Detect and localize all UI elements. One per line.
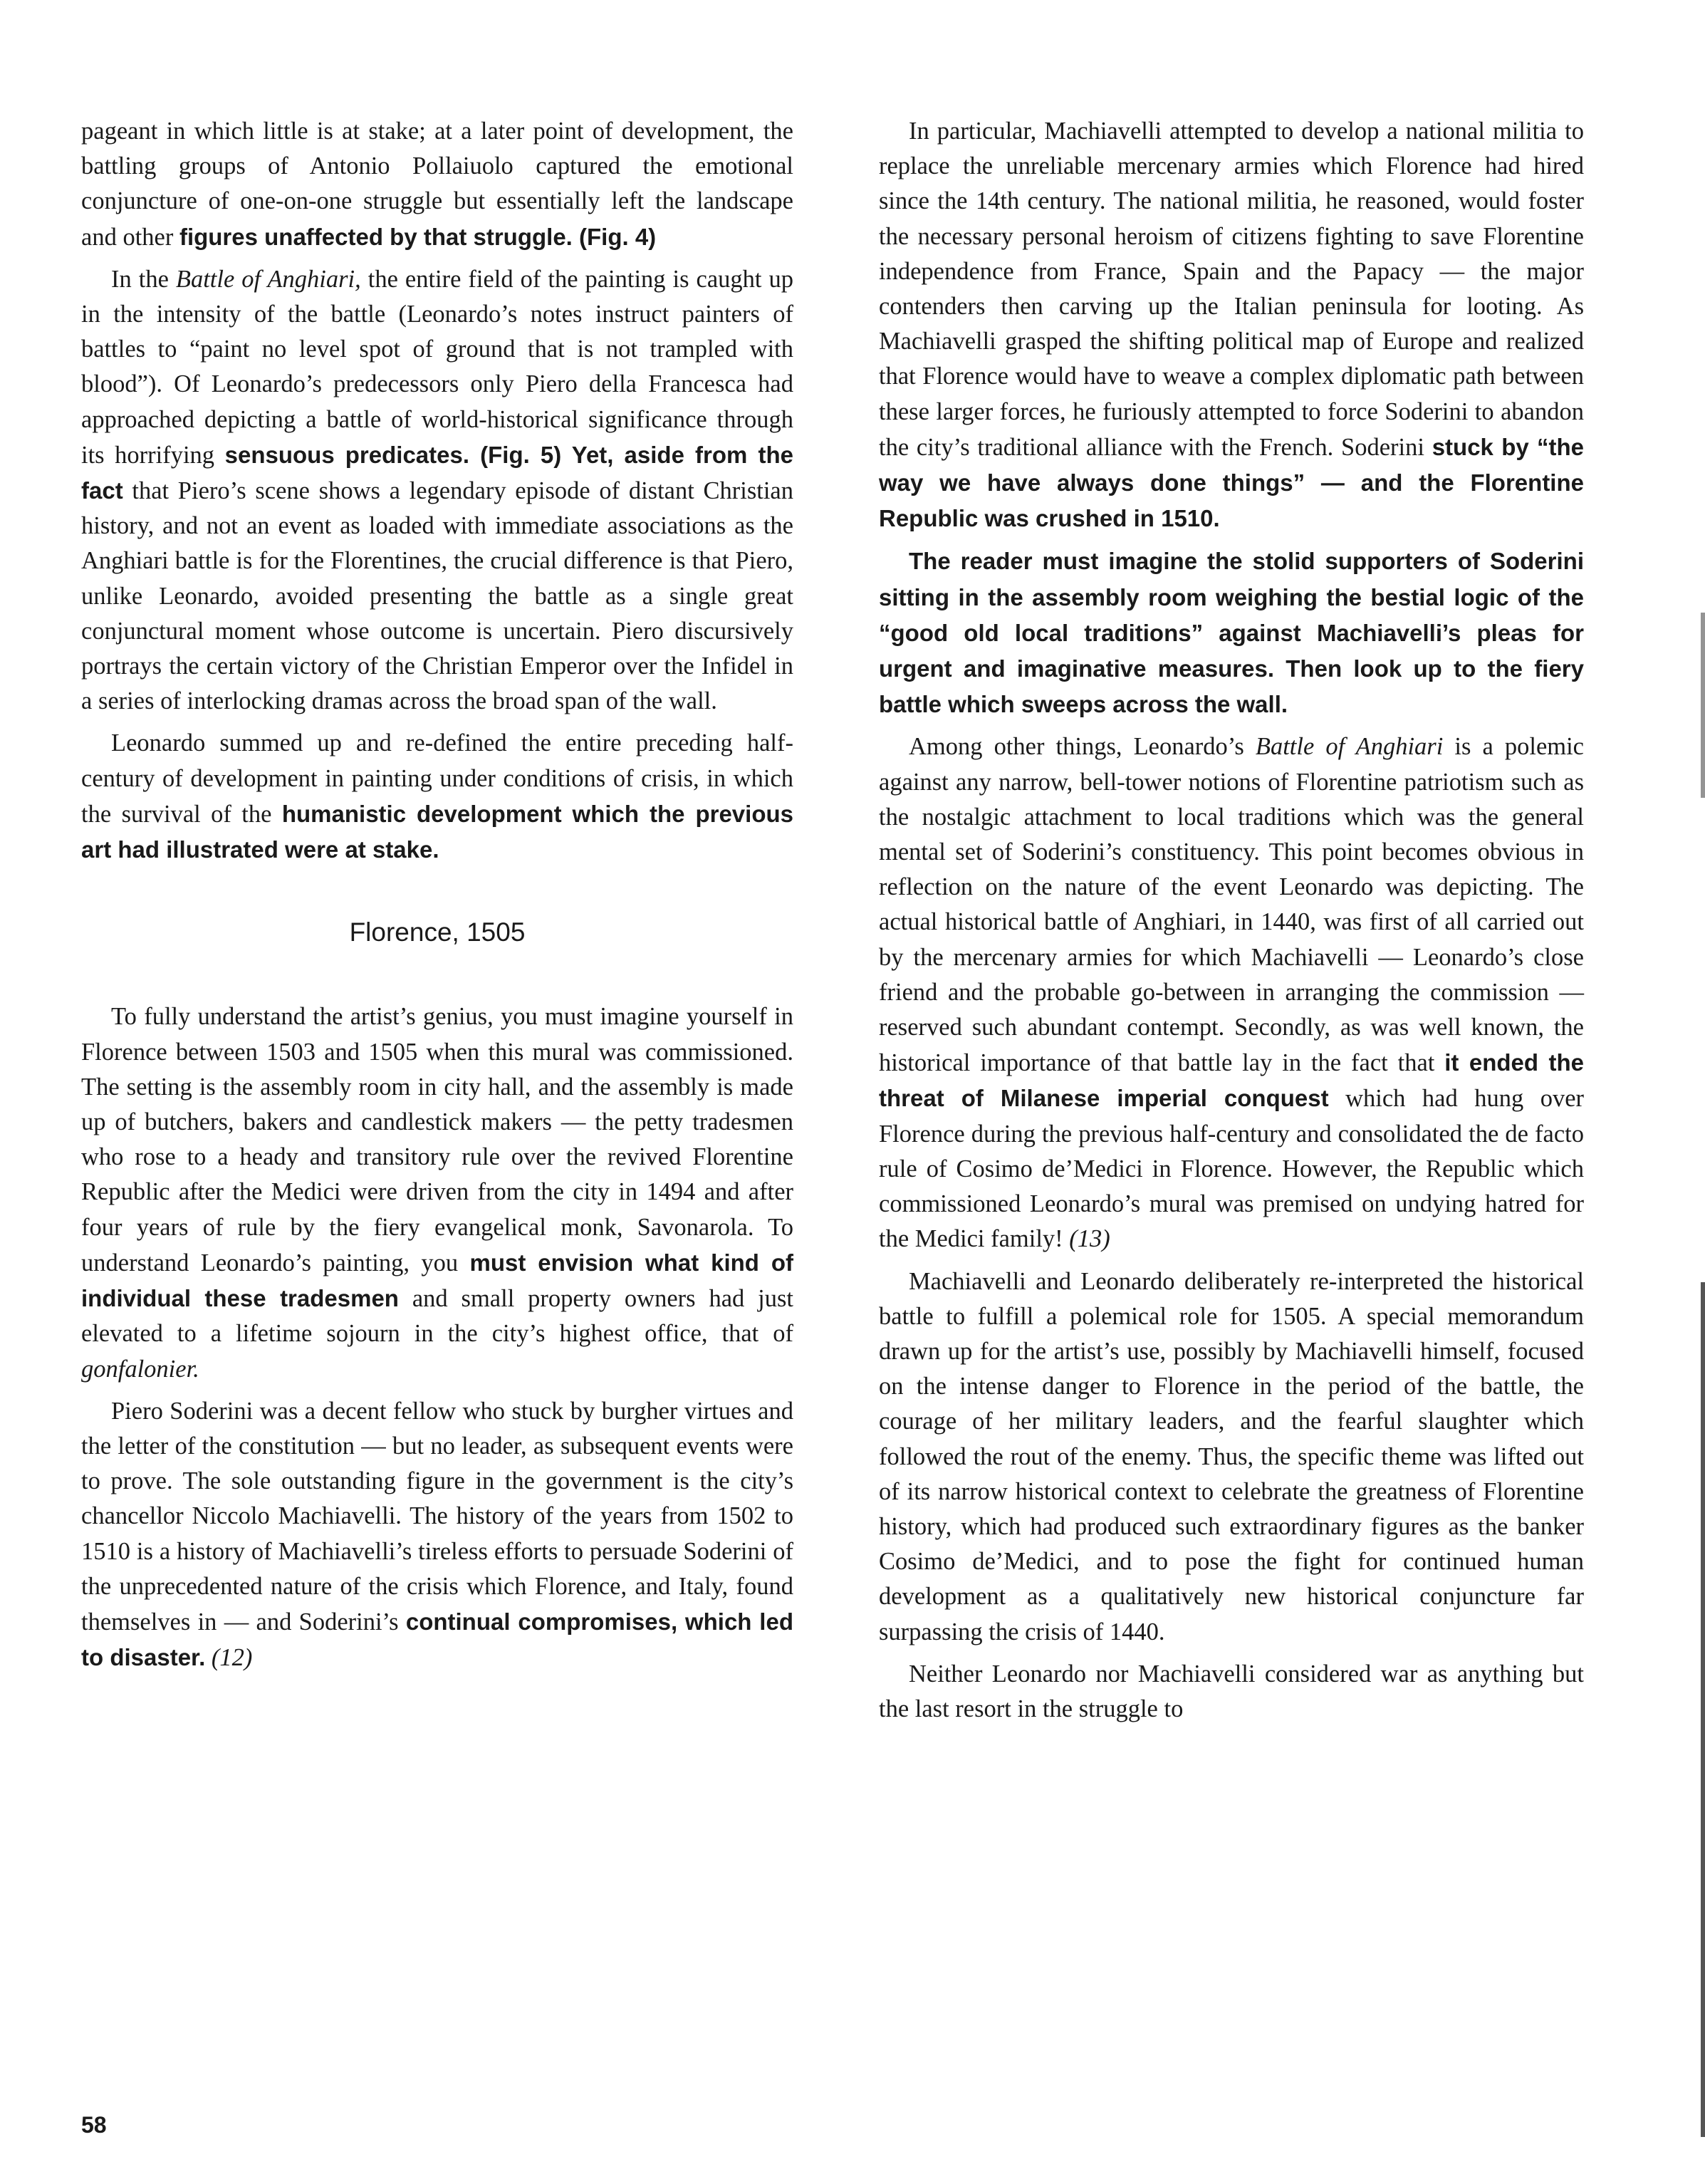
bold-text: humanistic development which the previous art had illustrated were at stake.: [81, 800, 793, 863]
paragraph-text: Piero Soderini was a decent fellow who stuck by burgher virtues and the letter of the constitution — but no leader, as subsequent events were to prove. The sole outstanding figure in the government is the city’s chancellor Niccolo Machiavelli. The history of the years from 1502 to 1510 is a history of Machiavelli’s tireless efforts to persuade Soderini of the unprecedented nature of the crisis which Florence, and Italy, found themselves in — and Soderini’s: [81, 1397, 793, 1636]
bold-text: must envision what kind of individual these tradesmen: [81, 1249, 793, 1312]
paragraph-text: Neither Leonardo nor Machiavelli considered war as anything but the last resort in the struggle to: [879, 1660, 1584, 1722]
scan-edge-mark: [1701, 613, 1705, 798]
paragraph-text: that Piero’s scene shows a legendary episode of distant Christian history, and not an event as loaded with immediate associations as the Anghiari battle is for the Florentines, the crucial difference is that Piero, unlike Leonardo, avoided presenting the battle as a single great conjunctural moment whose outcome is uncertain. Piero discursively portrays the certain victory of the Christian Emperor over the Infidel in a series of interlocking dramas across the broad span of the wall.: [81, 477, 793, 715]
paragraph-text: which had hung over Florence during the previous half-century and consolidated the de facto rule of Cosimo de’Medici in Florence. However, the Republic which commissioned Leonardo’s mural was premised on undying hatred for the Medici family!: [879, 1085, 1584, 1253]
paragraph-text: Machiavelli and Leonardo deliberately re-interpreted the historical battle to fulfill a polemical role for 1505. A special memorandum drawn up for the artist’s use, possibly by Machiavelli himself, focused on the intense danger to Florence in the period of the battle, the courage of her military leaders, and the fearful slaughter which followed the rout of the enemy. Thus, the specific theme was lifted out of its narrow historical context to celebrate the greatness of Florentine history, which had produced such extraordinary figures as the banker Cosimo de’Medici, and to pose the fight for continued human development as a qualitatively new historical conjuncture far surpassing the crisis of 1440.: [879, 1267, 1584, 1645]
paragraph: [81, 1394, 793, 1676]
paragraph-text: and small property owners had just elevated to a lifetime sojourn in the city’s highest office, that of: [81, 1285, 793, 1348]
paragraph-text: Among other things, Leonardo’s: [909, 733, 1256, 761]
bold-text: continual compromises, which led to disaster.: [81, 1608, 793, 1671]
paragraph-text: pageant in which little is at stake; at a later point of development, the battling groups of Antonio Pollaiuolo captured the emotional conjuncture of one-on-one struggle but essentially left the landscape and other: [81, 118, 793, 251]
paragraph: [879, 114, 1584, 536]
right-column: [879, 114, 1584, 1734]
paragraph: [879, 1264, 1584, 1650]
paragraph: [879, 1657, 1584, 1727]
bold-text: sensuous predicates. (Fig. 5) Yet, aside from the fact: [81, 441, 794, 504]
paragraph: [879, 729, 1584, 1257]
bold-text: stuck by “the way we have always done things” — and the Florentine Republic was crushed in 1510.: [879, 433, 1584, 532]
paragraph-text: the entire field of the painting is caught up in the intensity of the battle (Leonardo’s notes instruct painters of battles to “paint no level spot of ground that is not trampled with blood”). Of Leonardo’s predecessors only Piero della Francesca had approached depicting a battle of world-historical significance through its horrifying: [81, 265, 793, 469]
page-number: 58: [81, 2112, 107, 2138]
bold-text: The reader must imagine the stolid supporters of Soderini sitting in the assembly room weighing the bestial logic of the “good old local traditions” against Machiavelli’s pleas for urgent and imaginative measures. Then look up to the fiery battle which sweeps across the wall.: [879, 548, 1584, 718]
paragraph-text: To fully understand the artist’s genius, you must imagine yourself in Florence between 1503 and 1505 when this mural was commissioned. The setting is the assembly room in city hall, and the assembly is made up of butchers, bakers and candlestick makers — the petty tradesmen who rose to a heady and transitory rule over the revived Florentine Republic after the Medici were driven from the city in 1494 and after four years of rule by the fiery evangelical monk, Savonarola. To understand Leonardo’s painting, you: [81, 1003, 793, 1276]
italic-text: gonfalonier.: [81, 1355, 199, 1383]
paragraph-text: Leonardo summed up and re-defined the entire preceding half-century of development in painting under conditions of crisis, in which the survival of the: [81, 729, 793, 828]
bold-text: it ended the threat of Milanese imperial conquest: [879, 1049, 1584, 1112]
section-heading: Florence, 1505: [349, 917, 526, 947]
bold-text: figures unaffected by that struggle. (Fig. 4): [179, 223, 657, 250]
paragraph-text: In particular, Machiavelli attempted to develop a national militia to replace the unreliable mercenary armies which Florence had hired since the 14th century. The national militia, he reasoned, would foster the necessary personal heroism of citizens fighting to save Florentine independence from France, Spain and the Papacy — the major contenders then carving up the Italian peninsula for looting. As Machiavelli grasped the shifting political map of Europe and realized that Florence would have to weave a complex diplomatic path between these larger forces, he furiously attempted to force Soderini to abandon the city’s traditional alliance with the French. Soderini: [879, 118, 1584, 461]
paragraph: [81, 726, 793, 868]
left-column: [81, 114, 793, 1683]
footnote-ref: (12): [205, 1644, 253, 1672]
italic-text: Battle of Anghiari: [1255, 733, 1444, 761]
paragraph: [879, 544, 1584, 722]
paragraph: [81, 114, 793, 255]
paragraph: [81, 999, 793, 1386]
paragraph-text: is a polemic against any narrow, bell-tower notions of Florentine patriotism such as the nostalgic attachment to local traditions which was the general mental set of Soderini’s constituency. This point becomes obvious in reflection on the nature of the event Leonardo was depicting. The actual historical battle of Anghiari, in 1440, was first of all carried out by the mercenary armies for which Machiavelli — Leonardo’s close friend and the probable go-between in arranging the commission — reserved such abundant contempt. Secondly, as was well known, the historical importance of that battle lay in the fact that: [879, 733, 1584, 1077]
italic-text: Battle of Anghiari,: [175, 265, 361, 293]
paragraph: [81, 262, 793, 719]
scan-edge-mark: [1701, 1282, 1705, 2137]
footnote-ref: (13): [1069, 1225, 1110, 1253]
paragraph-text: In the: [111, 265, 176, 293]
